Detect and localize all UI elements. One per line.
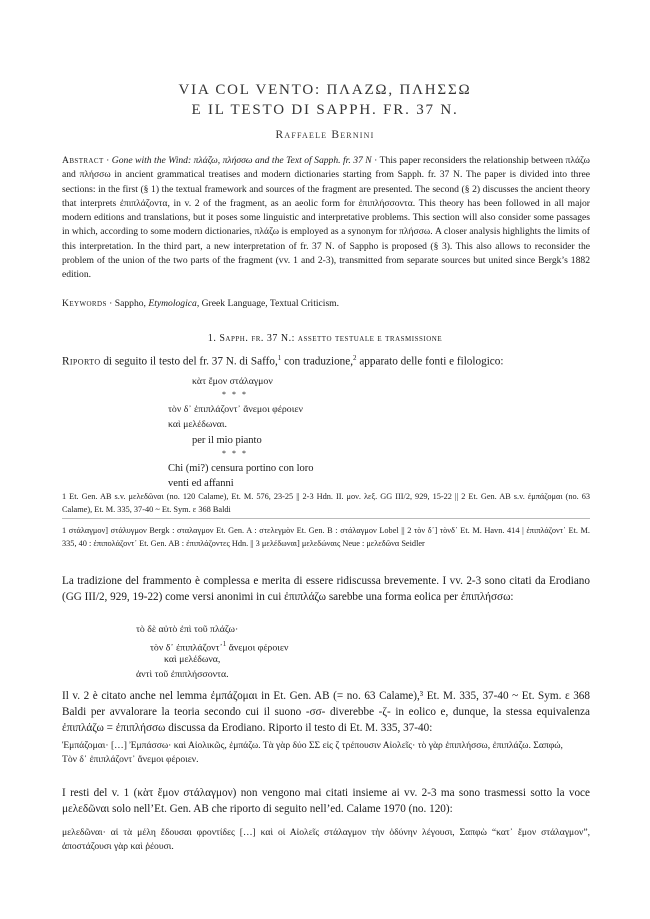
translation-line1: per il mio pianto — [192, 435, 262, 446]
intro-text-c: apparato delle fonti e filologico: — [356, 355, 504, 368]
critical-apparatus: 1 στάλαγμον] στάλυγμον Bergk : σταλαγμον Et. Gen. A : στελεγμὸν Et. Gen. B : στάλαγμον Lobel || 2 τὸν δ᾽] τὸνδ᾽ Et. M. Havn. 414 | ἐπιπλάζοντ᾽ Et. M. 335, 40 : ἐπιπολάζοντ᾽ Et. Gen. AB : ἐπιπλάζοντες Hdn. || 3 μελέδωναι] μελεδώναις Neue : μελεδῶνα Seidler — [62, 526, 590, 548]
paragraph-tradition: La tradizione del frammento è complessa e merita di essere ridiscussa brevemente. I vv. 2-3 sono citati da Erodiano (GG III/2, 929, 19-22) come versi anonimi in cui ἐπιπλάζω sarebbe una forma eolica per ἐπιπλήσσω: — [62, 575, 590, 603]
quote-verse-line1: τὸ δὲ αὐτὸ ἐπὶ τοῦ πλάζω· — [136, 624, 239, 635]
etym-gen-quote: μελεδῶναι· αἱ τὰ μέλη ἔδουσαι φροντίδες […] καὶ οἱ Αἰολεῖς στάλαγμον τὴν ὀδύνην λέγουσι, Σαπφὼ “κατ᾽ ἔμον στάλαγμον”, ἀποστάζουσι γὰρ καὶ ῥέουσι. — [62, 827, 590, 853]
abstract-label: Abstract — [62, 155, 104, 166]
quote-verse-line4: ἀντὶ τοῦ ἐπιπλήσσοντα. — [136, 669, 229, 680]
greek-verse-line2: τὸν δ᾽ ἐπιπλάζοντ᾽ ἄνεμοι φέροιεν — [168, 404, 303, 415]
quote-verse-line3: καὶ μελέδωνα, — [164, 654, 221, 665]
intro-paragraph — [62, 350, 590, 370]
paragraph-remains: I resti del v. 1 (κὰτ ἔμον στάλαγμον) non vengono mai citati insieme ai vv. 2-3 ma sono trasmessi sotto la voce μελεδῶναι solo nell’Et. Gen. AB che riporto di seguito nell’ed. Calame 1970 (no. 120): — [62, 787, 590, 815]
etym-quote — [62, 739, 590, 768]
paragraph-lemma: Il v. 2 è citato anche nel lemma ἐμπάζομαι in Et. Gen. AB (= no. 63 Calame),³ Et. M. 335, 37-40 ~ Et. Sym. ε 368 Baldi per avvalorare la teoria secondo cui il suono -σσ- diverebbe -ζ- in eolico e, dunque, la stessa equivalenza ἐπιπλάζω = ἐπιπλήσσω discussa da Erodiano. Riporto il testo di Et. M. 335, 37-40: — [62, 690, 590, 734]
author-name: Raffaele Bernini — [275, 129, 375, 141]
paper-title-line2: E IL TESTO DI SAPPH. FR. 37 N. — [191, 102, 459, 118]
footnote-ref-1: 1 — [277, 354, 282, 362]
quote-verse-line2: τὸν δ᾽ ἐπιπλάζοντ᾽$^1$ ἄνεμοι φέροιεν — [150, 640, 289, 654]
intro-text-a: di seguito il testo del fr. 37 N. di Saffo, — [100, 355, 278, 368]
keywords-text-it: Etymologica — [148, 298, 197, 309]
greek-verse-line1: κὰτ ἔμον στάλαγμον — [192, 376, 273, 387]
apparatus-divider — [62, 518, 590, 519]
section-heading: 1. Sapph. fr. 37 N.: assetto testuale e trasmissione — [207, 333, 443, 344]
translation-line3: venti ed affanni — [168, 478, 234, 489]
etym-quote-verse: Τὸν δ᾽ ἐπιπλάζοντ᾽ ἄνεμοι φέροιεν. — [62, 754, 199, 766]
greek-verse-line3: καὶ μελέδωναι. — [168, 419, 228, 430]
keywords: Keywords · Sappho, Etymologica, Greek Language, Textual Criticism. — [62, 298, 340, 309]
paper-title-line1: VIA COL VENTO: ΠΛΑΖΩ, ΠΛΗΣΣΩ — [178, 82, 472, 98]
etym-quote-text: Ἐμπάζομαι· […] Ἐμπάσσω· καὶ Αἰολικῶς, ἐμπάζω. Τὰ γὰρ δύο ΣΣ εἰς ζ τρέπουσιν Αἰολεῖς· τὸ γὰρ ἐπιπλήσσω, ἐπιπλάζω. Σαπφώ, — [62, 740, 563, 751]
intro-text-b: con traduzione, — [281, 355, 354, 368]
keywords-text-a: Sappho, — [114, 298, 149, 309]
abstract: Abstract · Gone with the Wind: πλάζω, πλήσσω and the Text of Sapph. fr. 37 N · This paper reconsiders the relationship between πλάζω and πλήσσω in ancient grammatical treatises and modern dictionaries starting from Sapph. fr. 37 N. The paper is divided into three sections: in the first (§ 1) the textual framework and sources of the fragment are presented. The second (§ 2) discusses the ancient theory that interprets ἐπιπλάζοντα, in v. 2 of the fragment, as an aeolic form for ἐπιπλήσσοντα. This theory has been followed in all major modern editions and translations, but it poses some linguistic and interpretative problems. This section will also consider some passages in which, according to some modern dictionaries, πλάζω is employed as a synonym for πλήσσω. A closer analysis highlights the limits of this interpretation. In the third part, a new interpretation of fr. 37 N. of Sappho is proposed (§ 3). This also allows to reconsider the problem of the union of the two parts of the fragment (vv. 1 and 2-3), transmitted from separate sources but united since Bergk’s 1882 edition. — [62, 155, 591, 281]
keywords-label: Keywords — [62, 298, 107, 309]
translation-line2: Chi (mi?) censura portino con loro — [168, 463, 314, 474]
abstract-text: This paper reconsiders the relationship between πλάζω and πλήσσω in ancient grammatical treatises and modern dictionaries starting from Sapph. fr. 37 N. The paper is divided into three sections: in the first (§ 1) the textual framework and sources of the fragment are presented. The second (§ 2) discusses the ancient theory that interprets ἐπιπλάζοντα, in v. 2 of the fragment, as an aeolic form for ἐπιπλήσσοντα. This theory has been followed in all major modern editions and translations, but it poses some linguistic and interpretative problems. This section will also consider some passages in which, according to some modern dictionaries, πλάζω is employed as a synonym for πλήσσω. A closer analysis highlights the limits of this interpretation. In the third part, a new interpretation of fr. 37 N. of Sappho is proposed (§ 3). This also allows to reconsider the problem of the union of the two parts of the fragment (vv. 1 and 2-3), transmitted from separate sources but united since Bergk’s 1882 edition. — [62, 155, 591, 281]
intro-small-caps: Riporto — [62, 355, 101, 368]
translation-stars: * * * — [222, 449, 248, 458]
source-apparatus: 1 Et. Gen. AB s.v. μελεδῶναι (no. 120 Calame), Et. M. 576, 23-25 || 2-3 Hdn. II. μον. λεξ. GG III/2, 929, 15-22 || 2 Et. Gen. AB s.v. ἐμπάζομαι (no. 63 Calame), Et. M. 335, 37-40 ~ Et. Sym. ε 368 Baldi — [62, 492, 590, 514]
abstract-title: Gone with the Wind: πλάζω, πλήσσω and the Text of Sapph. fr. 37 N — [111, 155, 372, 166]
keywords-text-b: , Greek Language, Textual Criticism. — [196, 298, 340, 309]
greek-verse-stars: * * * — [222, 390, 248, 399]
footnote-ref-2: 2 — [353, 354, 357, 362]
